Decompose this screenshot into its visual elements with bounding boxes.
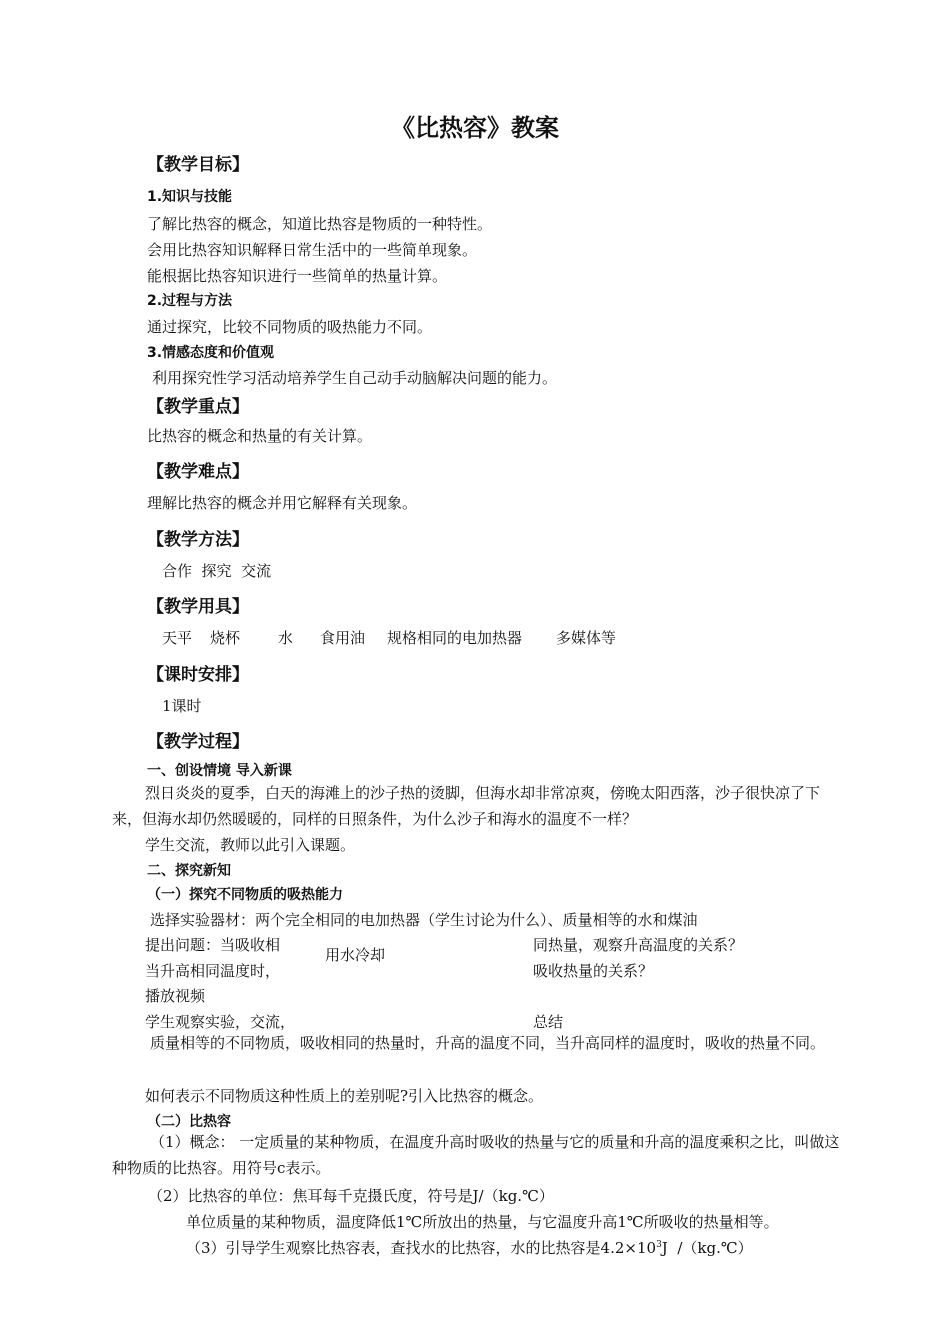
tools-heading: 【教学用具】 xyxy=(147,597,249,617)
video-text: 播放视频 xyxy=(145,987,206,1005)
methods-text: 合作 探究 交流 xyxy=(162,562,272,580)
schedule-text: 1课时 xyxy=(162,697,202,715)
question-2-left: 当升高相同温度时， xyxy=(145,962,281,980)
question-1-left: 提出问题：当吸收相 xyxy=(145,936,281,954)
unit-text: （2）比热容的单位：焦耳每千克摄氏度，符号是J/（kg.℃） xyxy=(148,1187,554,1205)
knowledge-heading: 1.知识与技能 xyxy=(147,189,233,205)
observe-right: 总结 xyxy=(533,1013,564,1031)
process-heading: 2.过程与方法 xyxy=(147,293,233,309)
observe-left: 学生观察实验，交流， xyxy=(145,1013,296,1031)
difficulties-text: 理解比热容的概念并用它解释有关现象。 xyxy=(147,494,418,512)
emotion-heading: 3.情感态度和价值观 xyxy=(147,345,275,361)
methods-heading: 【教学方法】 xyxy=(147,530,249,550)
schedule-heading: 【课时安排】 xyxy=(147,665,249,685)
objectives-heading: 【教学目标】 xyxy=(147,155,249,175)
difficulties-heading: 【教学难点】 xyxy=(147,462,249,482)
water-specific-heat-line xyxy=(186,1237,753,1258)
tool-water: 水 xyxy=(278,629,294,647)
tool-balance: 天平 xyxy=(162,629,193,647)
conclusion-text: 质量相等的不同物质，吸收相同的热量时，升高的温度不同，当升高同样的温度时，吸收的热量不同。 xyxy=(150,1034,826,1052)
key-points-text: 比热容的概念和热量的有关计算。 xyxy=(147,427,373,445)
emotion-line: 利用探究性学习活动培养学生自己动手动脑解决问题的能力。 xyxy=(152,369,558,387)
tool-beaker: 烧杯 xyxy=(210,629,241,647)
page-title: 《比热容》教案 xyxy=(391,114,559,142)
tool-heater: 规格相同的电加热器 xyxy=(387,629,523,647)
concept-text: （1）概念： 一定质量的某种物质，在温度升高时吸收的热量与它的质量和升高的温度乘积之比，叫做这种物质的比热容。用符号c表示。 xyxy=(112,1133,840,1177)
transition-text: 如何表示不同物质这种性质上的差别呢?引入比热容的概念。 xyxy=(145,1087,544,1105)
part1-heading: 一、创设情境 导入新课 xyxy=(147,763,292,779)
tool-oil: 食用油 xyxy=(320,629,366,647)
cooling-label: 用水冷却 xyxy=(325,946,386,964)
procedure-heading: 【教学过程】 xyxy=(147,732,249,752)
water-value: 4.2×10 xyxy=(600,1239,657,1257)
sub1-heading: （一）探究不同物质的吸热能力 xyxy=(147,887,343,903)
knowledge-line-1: 了解比热容的概念，知道比热容是物质的一种特性。 xyxy=(147,215,493,233)
tool-multimedia: 多媒体等 xyxy=(556,629,617,647)
key-points-heading: 【教学重点】 xyxy=(147,397,249,417)
water-unit: J /（kg.℃） xyxy=(661,1239,753,1257)
knowledge-line-2: 会用比热容知识解释日常生活中的一些简单现象。 xyxy=(147,241,478,259)
part1-paragraph-1: 烈日炎炎的夏季，白天的海滩上的沙子热的烫脚，但海水却非常凉爽，傍晚太阳西落，沙子很快凉了下来，但海水却仍然暖暖的，同样的日照条件，为什么沙子和海水的温度不一样？ xyxy=(112,784,821,828)
water-exponent: 3 xyxy=(656,1240,662,1250)
part1-paragraph-2: 学生交流，教师以此引入课题。 xyxy=(145,836,356,854)
equipment-text: 选择实验器材：两个完全相同的电加热器（学生讨论为什么）、质量相等的水和煤油 xyxy=(150,911,698,929)
question-2-right: 吸收热量的关系？ xyxy=(533,962,654,980)
knowledge-line-3: 能根据比热容知识进行一些简单的热量计算。 xyxy=(147,267,448,285)
part2-heading: 二、探究新知 xyxy=(147,863,231,879)
unit-note: 单位质量的某种物质，温度降低1℃所放出的热量，与它温度升高1℃所吸收的热量相等。 xyxy=(186,1213,779,1231)
table-prefix: （3）引导学生观察比热容表，查找水的比热容，水的比热容是 xyxy=(186,1239,601,1257)
sub2-heading: （二）比热容 xyxy=(147,1114,231,1130)
question-1-right: 同热量，观察升高温度的关系？ xyxy=(533,936,744,954)
process-line: 通过探究，比较不同物质的吸热能力不同。 xyxy=(147,318,433,336)
